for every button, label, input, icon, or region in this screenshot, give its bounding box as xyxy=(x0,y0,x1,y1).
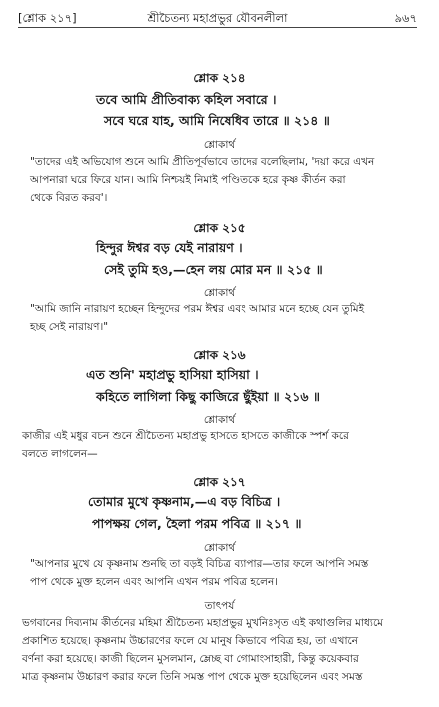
verse-214-translation-line-3: থেকে বিরত করব'। xyxy=(30,192,108,204)
verse-214-translation xyxy=(30,153,421,207)
page-number: ৯৬৭ xyxy=(394,11,417,25)
verse-214-line-1: তবে আমি প্রীতিবাক্য কহিল সবারে । xyxy=(96,92,277,107)
purport-line-1: ভগবানের দিব্যনাম কীর্তনের মহিমা শ্রীচৈতন্য মহাপ্রভুর মুখনিঃসৃত এই কথাগুলির মাধ্যমে xyxy=(22,617,383,629)
verse-216-translation-line-1: কাজীর এই মধুর বচন শুনে শ্রীচৈতন্য মহাপ্রভু হাসতে হাসতে কাজীকে স্পর্শ করে xyxy=(22,430,349,442)
verse-215-translation-line-2: হচ্ছ সেই নারায়ণ।" xyxy=(30,321,109,333)
verse-214-translation-label: শ্লোকার্থ xyxy=(203,139,236,151)
verse-217-translation-line-1: "আপনার মুখে যে কৃষ্ণনাম শুনছি তা বড়ই বিচিত্র ব্যাপার—তার ফলে আপনি সমস্ত xyxy=(30,558,369,570)
header-rule xyxy=(18,27,417,28)
verse-216-line-1: এত শুনি' মহাপ্রভু হাসিয়া হাসিয়া । xyxy=(86,367,259,382)
verse-216-line-2: কহিতে লাগিলা কিছু কাজিরে ছুঁইয়া ॥ ২১৬ ॥ xyxy=(96,389,320,404)
verse-217-translation-label: শ্লোকার্থ xyxy=(203,542,236,554)
verse-216-translation-line-2: বলতে লাগলেন— xyxy=(22,448,98,460)
verse-215-line-2: সেই তুমি হও,—হেন লয় মোর মন ॥ ২১৫ ॥ xyxy=(104,262,323,277)
purport-label: তাৎপর্য xyxy=(204,600,235,612)
verse-214-title: শ্লোক ২১৪ xyxy=(193,71,246,85)
verse-215-translation xyxy=(30,300,421,336)
verse-217-translation-line-2: পাপ থেকে মুক্ত হলেন এবং আপনি এখন পরম পবিত্র হলেন। xyxy=(30,576,278,588)
purport-line-3: বর্ণনা করা হয়েছে। কাজী ছিলেন মুসলমান, ম্লেচ্ছ বা গোমাংসাহারী, কিন্তু কয়েকবার xyxy=(22,653,359,665)
page-header xyxy=(18,8,417,28)
verse-216-title: শ্লোক ২১৬ xyxy=(193,348,246,362)
purport-line-2: প্রকাশিত হয়েছে। কৃষ্ণনাম উচ্চারণের ফলে যে মানুষ কিভাবে পবিত্র হয়, তা এখানে xyxy=(22,635,358,647)
verse-214-translation-line-2: আপনারা ঘরে ফিরে যান। আমি নিশ্চয়ই নিমাই পণ্ডিতকে হরে কৃষ্ণ কীর্তন করা xyxy=(30,174,346,186)
verse-215-translation-label: শ্লোকার্থ xyxy=(203,287,236,299)
verse-216-translation xyxy=(22,427,421,463)
verse-215-line-1: হিন্দুর ঈশ্বর বড় যেই নারায়ণ । xyxy=(96,240,243,255)
verse-217-line-2: পাপক্ষয় গেল, হৈলা পরম পবিত্র ॥ ২১৭ ॥ xyxy=(92,516,302,531)
purport-text xyxy=(22,614,421,686)
verse-214-line-2: সবে ঘরে যাহ, আমি নিষেধিব তারে ॥ ২১৪ ॥ xyxy=(104,113,330,128)
verse-215-translation-line-1: "আমি জানি নারায়ণ হচ্ছেন হিন্দুদের পরম ঈশ্বর এবং আমার মনে হচ্ছে যেন তুমিই xyxy=(30,303,365,315)
header-verse-ref: [শ্লোক ২১৭] xyxy=(18,11,77,25)
verse-217-translation xyxy=(30,555,421,591)
verse-217-title: শ্লোক ২১৭ xyxy=(193,475,246,489)
purport-line-4: মাত্র কৃষ্ণনাম উচ্চারণ করার ফলে তিনি সমস্ত পাপ থেকে মুক্ত হয়েছিলেন এবং সমস্ত xyxy=(22,671,363,683)
verse-215-title: শ্লোক ২১৫ xyxy=(193,221,246,235)
verse-217-line-1: তোমার মুখে কৃষ্ণনাম,—এ বড় বিচিত্র । xyxy=(88,494,281,509)
verse-214-translation-line-1: "তাদের এই অভিযোগ শুনে আমি প্রীতিপূর্বভাবে তাদের বলেছিলাম, 'দয়া করে এখন xyxy=(30,156,375,168)
header-title: শ্রীচৈতন্য মহাপ্রভুর যৌবনলীলা xyxy=(147,11,288,25)
verse-216-translation-label: শ্লোকার্থ xyxy=(203,414,236,426)
